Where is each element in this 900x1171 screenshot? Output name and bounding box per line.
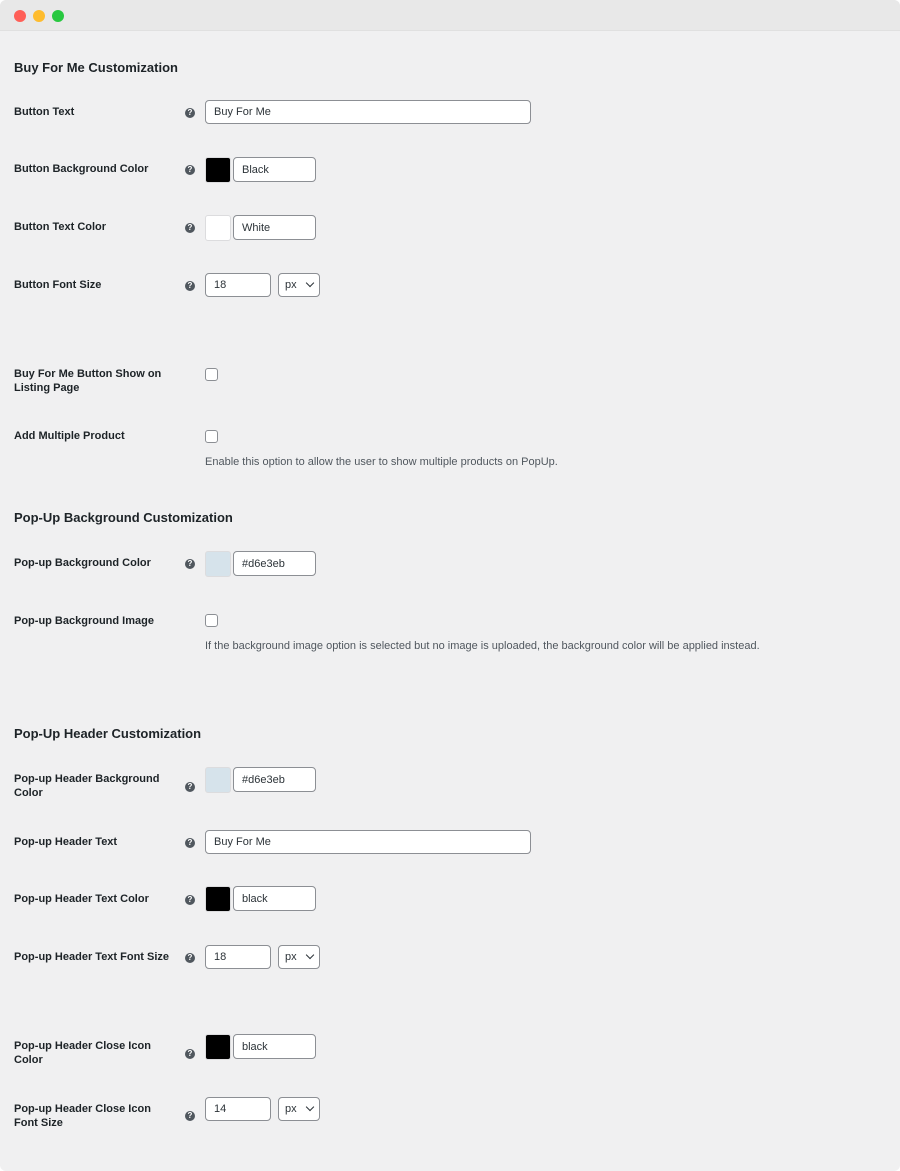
help-icon[interactable]: ? xyxy=(185,1049,195,1059)
button-font-size-label: Button Font Size xyxy=(14,279,102,291)
chevron-down-icon xyxy=(306,1103,314,1111)
popup-bg-color-label: Pop-up Background Color xyxy=(14,557,151,569)
header-font-size-input[interactable]: 18 xyxy=(205,945,271,969)
show-on-listing-label: Buy For Me Button Show on Listing Page xyxy=(14,368,162,394)
chevron-down-icon xyxy=(306,951,314,959)
help-icon[interactable]: ? xyxy=(185,838,195,848)
close-window-button[interactable] xyxy=(14,10,26,22)
button-text-label: Button Text xyxy=(14,106,75,118)
close-icon-size-input[interactable]: 14 xyxy=(205,1097,271,1121)
chevron-down-icon xyxy=(306,279,314,287)
section-title-buy-for-me: Buy For Me Customization xyxy=(14,60,178,75)
button-bg-color-swatch[interactable] xyxy=(205,157,231,183)
window-titlebar xyxy=(0,0,900,31)
button-text-color-swatch[interactable] xyxy=(205,215,231,241)
popup-bg-image-checkbox[interactable] xyxy=(205,614,218,627)
close-icon-color-input[interactable]: black xyxy=(233,1034,316,1059)
close-icon-color-swatch[interactable] xyxy=(205,1034,231,1060)
popup-bg-image-description: If the background image option is selected but no image is uploaded, the background color will be applied instead. xyxy=(205,640,760,652)
help-icon[interactable]: ? xyxy=(185,782,195,792)
close-icon-size-label: Pop-up Header Close Icon Font Size xyxy=(14,1103,151,1129)
header-bg-color-input[interactable]: #d6e3eb xyxy=(233,767,316,792)
unit-select-value: px xyxy=(285,951,297,963)
header-font-size-label: Pop-up Header Text Font Size xyxy=(14,951,170,963)
button-bg-color-input[interactable]: Black xyxy=(233,157,316,182)
header-text-label: Pop-up Header Text xyxy=(14,836,118,848)
help-icon[interactable]: ? xyxy=(185,108,195,118)
add-multiple-description: Enable this option to allow the user to show multiple products on PopUp. xyxy=(205,456,558,468)
help-icon[interactable]: ? xyxy=(185,895,195,905)
close-icon-color-label: Pop-up Header Close Icon Color xyxy=(14,1040,151,1066)
header-text-color-label: Pop-up Header Text Color xyxy=(14,893,149,905)
header-bg-color-swatch[interactable] xyxy=(205,767,231,793)
close-icon-unit-select[interactable] xyxy=(278,1097,320,1121)
help-icon[interactable]: ? xyxy=(185,559,195,569)
add-multiple-checkbox[interactable] xyxy=(205,430,218,443)
unit-select-value: px xyxy=(285,279,297,291)
section-title-popup-header: Pop-Up Header Customization xyxy=(14,726,202,741)
popup-bg-color-swatch[interactable] xyxy=(205,551,231,577)
help-icon[interactable]: ? xyxy=(185,281,195,291)
maximize-window-button[interactable] xyxy=(52,10,64,22)
help-icon[interactable]: ? xyxy=(185,1111,195,1121)
minimize-window-button[interactable] xyxy=(33,10,45,22)
button-font-unit-select[interactable] xyxy=(278,273,320,297)
popup-bg-color-input[interactable]: #d6e3eb xyxy=(233,551,316,576)
header-font-unit-select[interactable] xyxy=(278,945,320,969)
help-icon[interactable]: ? xyxy=(185,165,195,175)
header-text-color-input[interactable]: black xyxy=(233,886,316,911)
button-bg-color-label: Button Background Color xyxy=(14,163,149,175)
button-font-size-input[interactable]: 18 xyxy=(205,273,271,297)
popup-bg-image-label: Pop-up Background Image xyxy=(14,615,154,627)
button-text-color-label: Button Text Color xyxy=(14,221,107,233)
unit-select-value: px xyxy=(285,1103,297,1115)
section-title-popup-background: Pop-Up Background Customization xyxy=(14,510,233,525)
header-text-color-swatch[interactable] xyxy=(205,886,231,912)
button-text-input[interactable]: Buy For Me xyxy=(205,100,531,124)
button-text-color-input[interactable]: White xyxy=(233,215,316,240)
add-multiple-label: Add Multiple Product xyxy=(14,430,125,442)
show-on-listing-checkbox[interactable] xyxy=(205,368,218,381)
header-text-input[interactable]: Buy For Me xyxy=(205,830,531,854)
help-icon[interactable]: ? xyxy=(185,953,195,963)
help-icon[interactable]: ? xyxy=(185,223,195,233)
header-bg-color-label: Pop-up Header Background Color xyxy=(14,773,160,799)
